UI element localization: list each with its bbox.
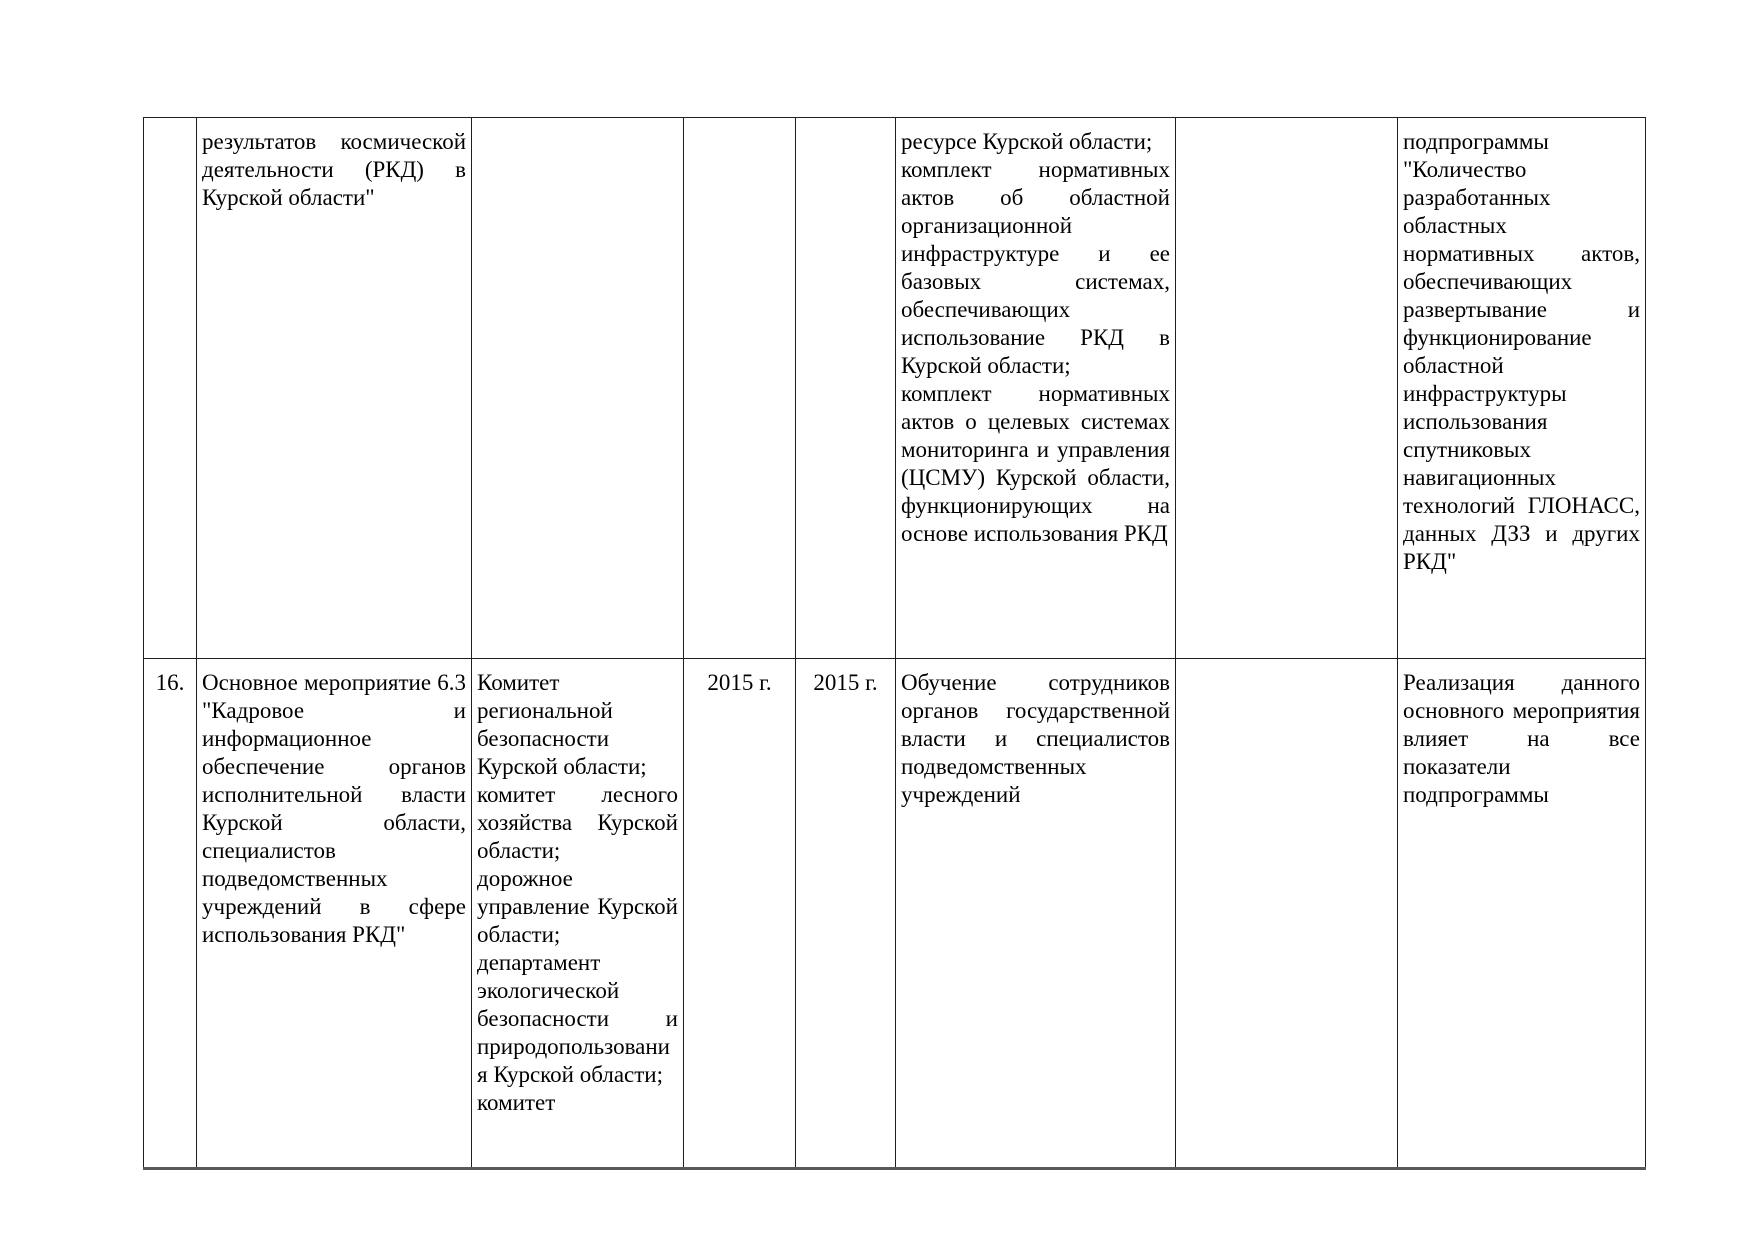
paragraph: Комитет региональной безопасности Курской области; <box>477 670 647 779</box>
cell-activity-name <box>197 659 472 1169</box>
cell-activity-name <box>197 118 472 659</box>
paragraph: 2015 г. <box>813 670 878 695</box>
cell-term-end <box>796 118 896 659</box>
paragraph: департамент экологической безопасности и природопользования Курской области; <box>477 950 678 1087</box>
table-row-continuation <box>144 118 1646 659</box>
paragraph: комплект нормативных актов об областной организационной инфраструктуре и ее базовых системах, обеспечивающих использование РКД в Курской области; <box>901 157 1170 378</box>
cell-row-number <box>144 118 197 659</box>
paragraph: комитет лесного хозяйства Курской области; <box>477 782 678 863</box>
cell-term-start <box>684 659 796 1169</box>
cell-row-number <box>144 659 197 1169</box>
paragraph: комитет <box>477 1090 556 1115</box>
cell-expected-result <box>896 659 1176 1169</box>
cell-indicator-link <box>1398 118 1646 659</box>
paragraph: Реализация данного основного мероприятия влияет на все показатели подпрограммы <box>1403 670 1640 807</box>
paragraph: дорожное управление Курской области; <box>477 866 678 947</box>
paragraph: подпрограммы "Количество разработанных областных нормативных актов, обеспечивающих развертывание и функционирование областной инфраструктуры использования спутниковых навигационных технологий ГЛОНАСС, данных ДЗЗ и других РКД" <box>1403 129 1640 574</box>
paragraph: 16. <box>155 670 185 695</box>
paragraph: результатов космической деятельности (РКД) в Курской области" <box>202 129 466 210</box>
cell-executor <box>472 118 684 659</box>
cell-indicator-link <box>1398 659 1646 1169</box>
paragraph: 2015 г. <box>707 670 772 695</box>
paragraph: Обучение сотрудников органов государственной власти и специалистов подведомственных учреждений <box>901 670 1170 807</box>
table-row-16 <box>144 659 1646 1169</box>
cell-executor <box>472 659 684 1169</box>
cell-term-start <box>684 118 796 659</box>
paragraph: комплект нормативных актов о целевых системах мониторинга и управления (ЦСМУ) Курской области, функционирующих на основе использования РКД <box>901 381 1170 546</box>
paragraph: Основное мероприятие 6.3 "Кадровое и информационное обеспечение органов исполнительной власти Курской области, специалистов подведомственных учреждений в сфере использования РКД" <box>202 670 466 947</box>
cell-expected-result <box>896 118 1176 659</box>
paragraph: ресурсе Курской области; <box>901 129 1153 154</box>
cell-consequences <box>1176 659 1398 1169</box>
cell-term-end <box>796 659 896 1169</box>
cell-consequences <box>1176 118 1398 659</box>
program-measures-table <box>143 117 1646 1170</box>
